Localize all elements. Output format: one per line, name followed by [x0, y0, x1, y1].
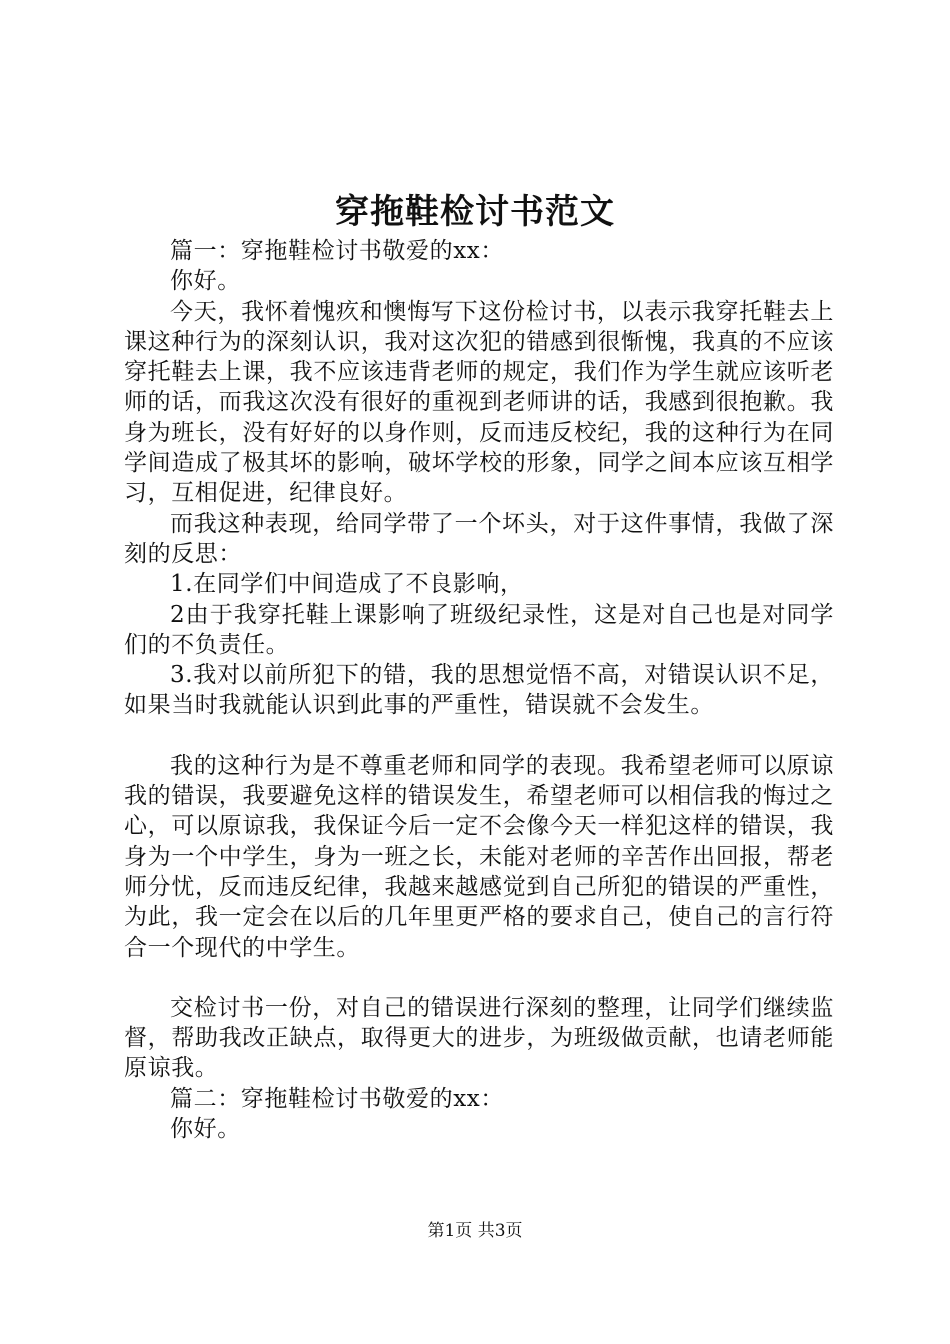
paragraph-section-one-heading: 篇一：穿拖鞋检讨书敬爱的xx： — [170, 238, 504, 264]
document-body — [124, 236, 834, 1144]
paragraph-list-item: 2由于我穿托鞋上课影响了班级纪录性，这是对自己也是对同学们的不负责任。 — [124, 601, 834, 658]
paragraph-body: 我的这种行为是不尊重老师和同学的表现。我希望老师可以原谅我的错误，我要避免这样的错误发生，希望老师可以相信我的悔过之心，可以原谅我，我保证今后一定不会像今天一样犯这样的错误，我身为一个中学生，身为一班之长，未能对老师的辛苦作出回报，帮老师分忧，反而违反纪律，我越来越感觉到自己所犯的错误的严重性，为此，我一定会在以后的几年里更严格的要求自己，使自己的言行符合一个现代的中学生。 — [124, 752, 834, 961]
paragraph-greeting: 你好。 — [170, 1116, 241, 1143]
document-title: 穿拖鞋检讨书范文 — [335, 192, 615, 232]
paragraph-list-item: 1.在同学们中间造成了不良影响， — [170, 571, 524, 598]
paragraph-list-item: 3.我对以前所犯下的错，我的思想觉悟不高，对错误认识不足，如果当时我就能认识到此事的严重性，错误就不会发生。 — [124, 662, 834, 719]
page-number-footer: 第1页 共3页 — [427, 1221, 523, 1241]
paragraph-body: 交检讨书一份，对自己的错误进行深刻的整理，让同学们继续监督，帮助我改正缺点，取得更大的进步，为班级做贡献，也请老师能原谅我。 — [124, 994, 834, 1082]
paragraph-body: 今天，我怀着愧疚和懊悔写下这份检讨书，以表示我穿托鞋去上课这种行为的深刻认识，我对这次犯的错感到很惭愧，我真的不应该穿托鞋去上课，我不应该违背老师的规定，我们作为学生就应该听老师的话，而我这次没有很好的重视到老师讲的话，我感到很抱歉。我身为班长，没有好好的以身作则，反而违反校纪，我的这种行为在同学间造成了极其坏的影响，破坏学校的形象，同学之间本应该互相学习，互相促进，纪律良好。 — [124, 298, 834, 507]
paragraph-greeting: 你好。 — [170, 268, 241, 295]
paragraph-section-two-heading: 篇二：穿拖鞋检讨书敬爱的xx： — [170, 1085, 504, 1112]
paragraph-body: 而我这种表现，给同学带了一个坏头，对于这件事情，我做了深刻的反思： — [124, 510, 834, 567]
